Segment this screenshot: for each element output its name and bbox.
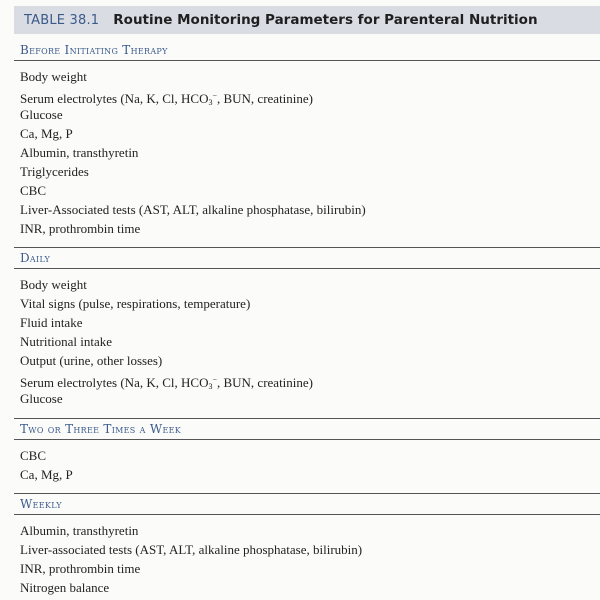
list-item: Output (urine, other losses) <box>20 353 163 368</box>
table-number: TABLE 38.1 <box>24 12 100 28</box>
section-weekly <box>14 494 600 597</box>
list-item: Glucose <box>20 107 63 122</box>
list-item: Glucose <box>20 391 63 406</box>
section-heading: Two or Three Times a Week <box>14 419 600 440</box>
list-item: CBC <box>20 448 47 463</box>
table-title: Routine Monitoring Parameters for Parenteral Nutrition <box>113 12 538 28</box>
item-list <box>14 440 600 484</box>
section-heading: Before Initiating Therapy <box>14 40 600 61</box>
list-item: Serum electrolytes (Na, K, Cl, $HCO_3^-$, BUN, creatinine) <box>20 91 314 107</box>
item-list <box>14 269 600 408</box>
list-item: CBC <box>20 183 47 198</box>
list-item: INR, prothrombin time <box>20 561 141 576</box>
section-before-initiating-therapy <box>14 40 600 238</box>
list-item: Albumin, transthyretin <box>20 145 139 160</box>
list-item: Liver-Associated tests (AST, ALT, alkaline phosphatase, bilirubin) <box>20 202 366 217</box>
list-item: Ca, Mg, P <box>20 126 73 141</box>
table-title-bar <box>14 6 600 34</box>
list-item: Liver-associated tests (AST, ALT, alkaline phosphatase, bilirubin) <box>20 542 363 557</box>
list-item: INR, prothrombin time <box>20 221 141 236</box>
section-two-or-three-times-a-week <box>14 419 600 484</box>
item-list <box>14 61 600 238</box>
section-daily <box>14 248 600 408</box>
list-item: Nutritional intake <box>20 334 113 349</box>
list-item: Body weight <box>20 69 87 84</box>
list-item: Albumin, transthyretin <box>20 523 139 538</box>
section-heading: Daily <box>14 248 600 269</box>
list-item: Nitrogen balance <box>20 580 110 595</box>
section-heading: Weekly <box>14 494 600 515</box>
list-item: Ca, Mg, P <box>20 467 73 482</box>
list-item: Fluid intake <box>20 315 83 330</box>
item-list <box>14 515 600 597</box>
list-item: Vital signs (pulse, respirations, temperature) <box>20 296 251 311</box>
list-item: Triglycerides <box>20 164 89 179</box>
list-item: Body weight <box>20 277 87 292</box>
list-item: Serum electrolytes (Na, K, Cl, $HCO_3^-$, BUN, creatinine) <box>20 375 314 391</box>
